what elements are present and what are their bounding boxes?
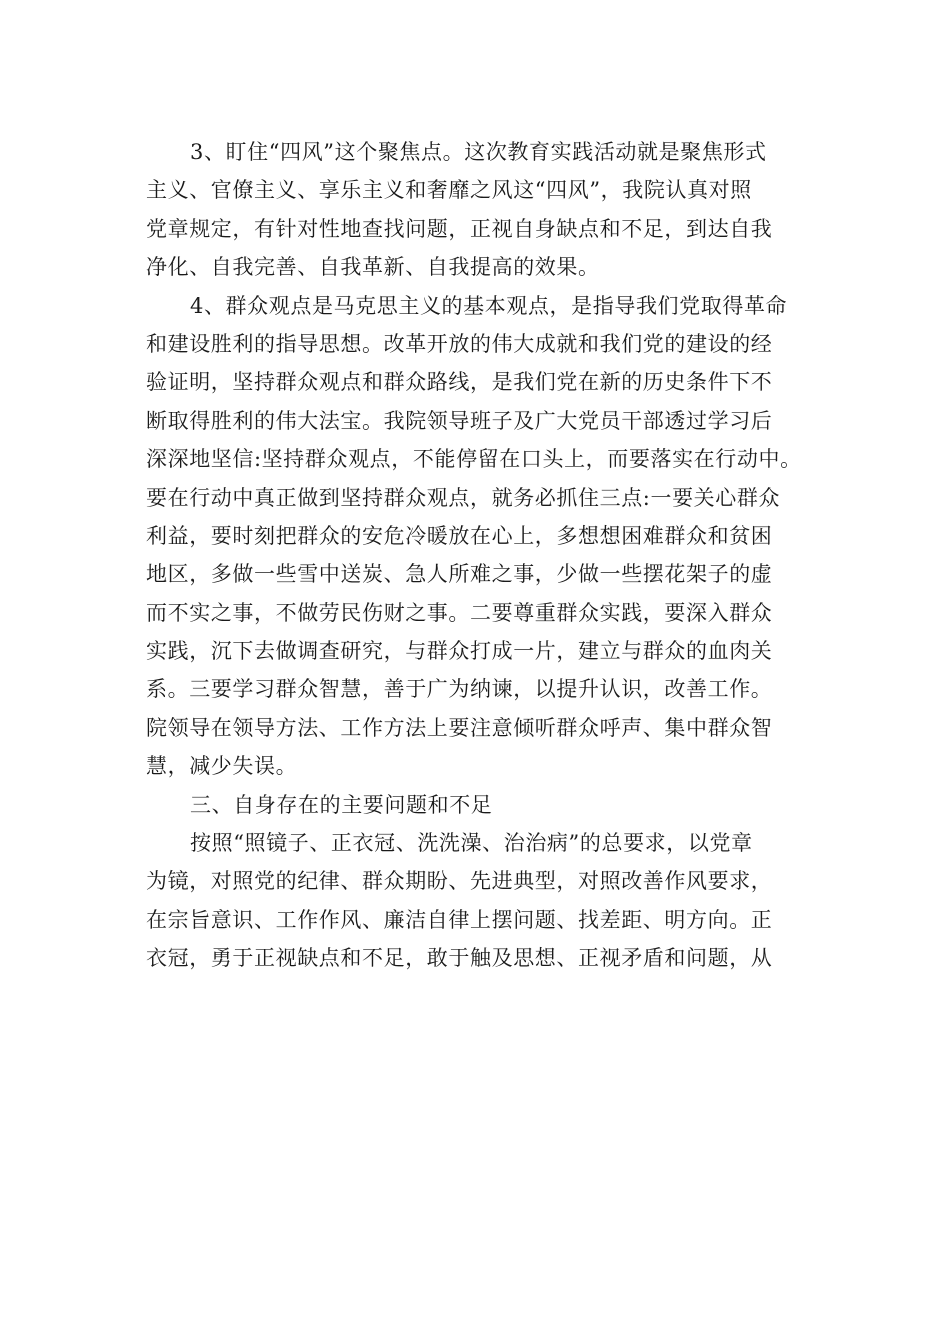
text-line: 断取得胜利的伟大法宝。我院领导班子及广大党员干部透过学习后 xyxy=(146,408,773,433)
text-line: 在宗旨意识、工作作风、廉洁自律上摆问题、找差距、明方向。正 xyxy=(146,907,773,932)
text-line: 党章规定，有针对性地查找问题，正视自身缺点和不足，到达自我 xyxy=(146,216,773,241)
text-line: 系。三要学习群众智慧，善于广为纳谏，以提升认识，改善工作。 xyxy=(146,677,773,702)
text-line: 地区，多做一些雪中送炭、急人所难之事，少做一些摆花架子的虚 xyxy=(146,562,773,587)
text-line: 实践，沉下去做调查研究，与群众打成一片，建立与群众的血肉关 xyxy=(146,639,773,664)
section-heading: 三、自身存在的主要问题和不足 xyxy=(190,792,493,817)
text-line: 慧，减少失误。 xyxy=(146,754,298,779)
text-line: 和建设胜利的指导思想。改革开放的伟大成就和我们党的建设的经 xyxy=(146,331,773,356)
text-line: 利益，要时刻把群众的安危冷暖放在心上，多想想困难群众和贫困 xyxy=(146,523,773,548)
text-line: 要在行动中真正做到坚持群众观点，就务必抓住三点:一要关心群众 xyxy=(146,485,781,510)
text-line: 验证明，坚持群众观点和群众路线，是我们党在新的历史条件下不 xyxy=(146,370,773,395)
text-line: 深深地坚信:坚持群众观点，不能停留在口头上，而要落实在行动中。 xyxy=(146,447,802,472)
text-line: 净化、自我完善、自我革新、自我提高的效果。 xyxy=(146,255,600,280)
text-line: 4、群众观点是马克思主义的基本观点，是指导我们党取得革命 xyxy=(190,293,788,318)
text-line: 按照“照镜子、正衣冠、洗洗澡、治治病”的总要求，以党章 xyxy=(190,831,753,856)
text-line: 主义、官僚主义、享乐主义和奢靡之风这“四风”，我院认真对照 xyxy=(146,178,752,203)
body-text xyxy=(146,133,806,978)
text-line: 为镜，对照党的纪律、群众期盼、先进典型，对照改善作风要求， xyxy=(146,869,773,894)
text-line: 3、盯住“四风”这个聚焦点。这次教育实践活动就是聚焦形式 xyxy=(190,140,767,164)
text-line: 衣冠，勇于正视缺点和不足，敢于触及思想、正视矛盾和问题，从 xyxy=(146,946,773,971)
text-line: 而不实之事，不做劳民伤财之事。二要尊重群众实践，要深入群众 xyxy=(146,600,773,625)
text-line: 院领导在领导方法、工作方法上要注意倾听群众呼声、集中群众智 xyxy=(146,715,773,740)
